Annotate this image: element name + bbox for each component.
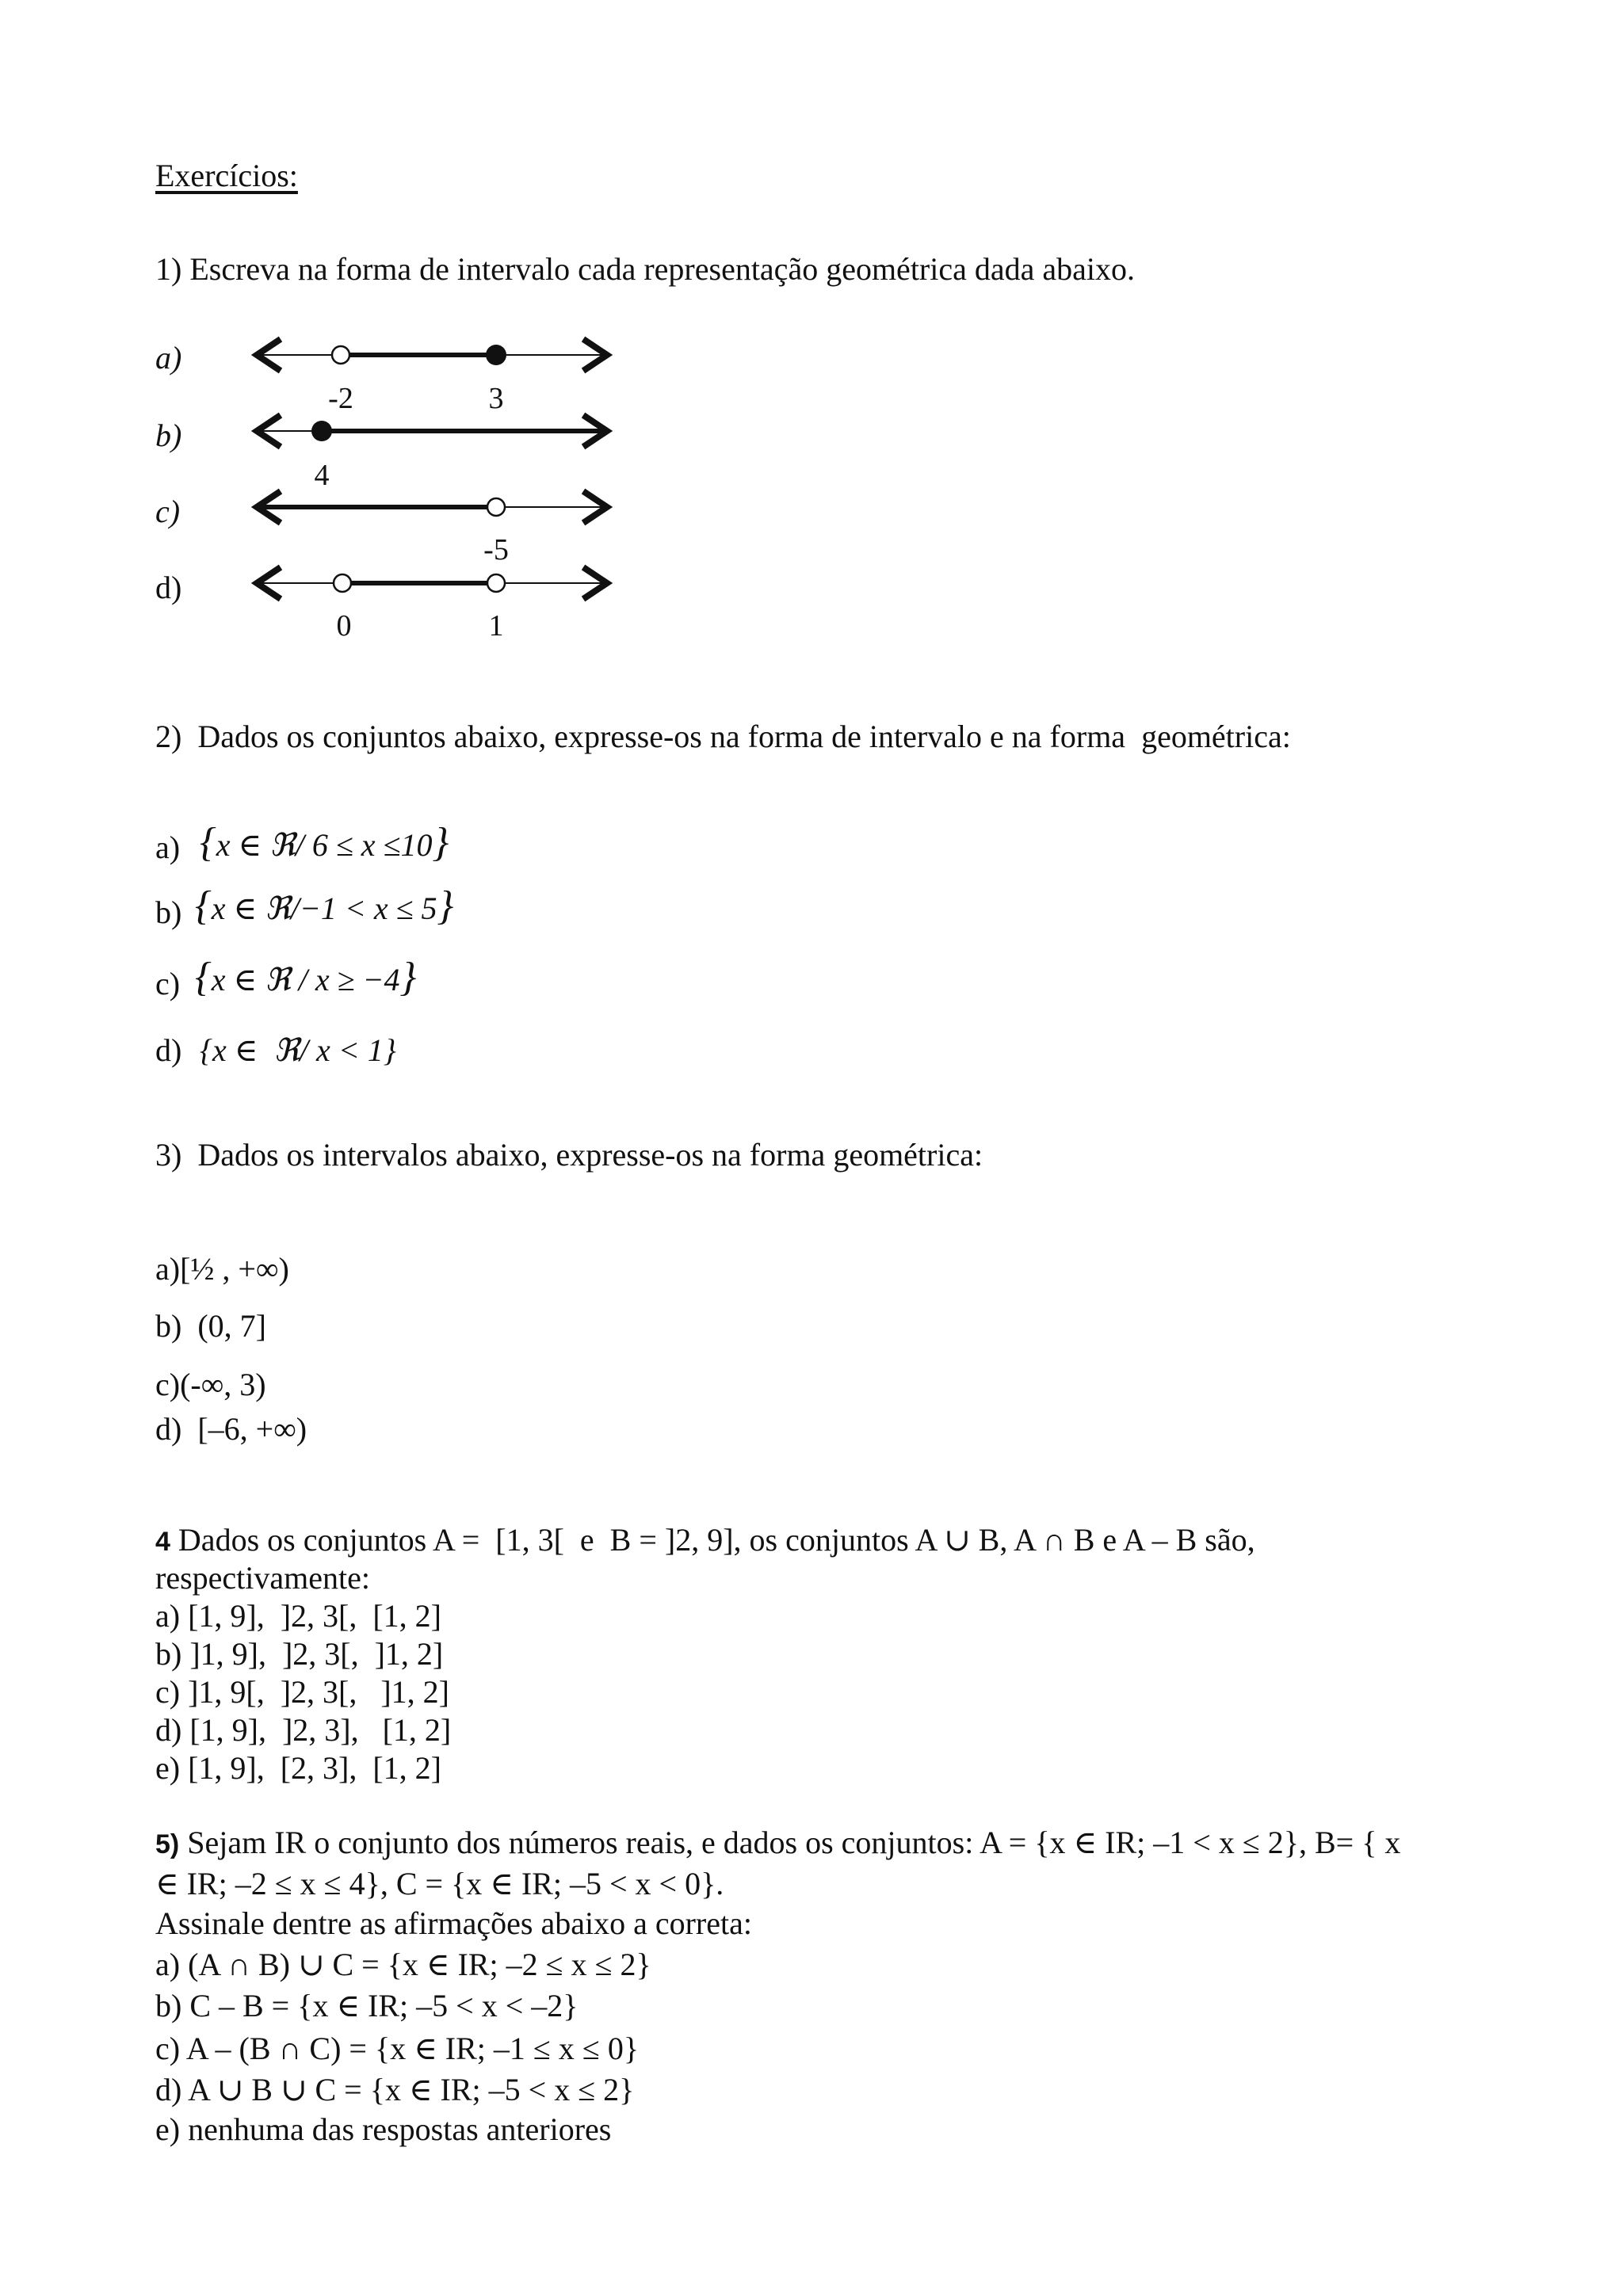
q5-option-e: e) nenhuma das respostas anteriores [155, 2111, 612, 2147]
number-line-b [246, 409, 626, 456]
question-5-prompt-cont: ∈ IR; –2 ≤ x ≤ 4}, C = {x ∈ IR; –5 < x < 0}. [155, 1866, 724, 1901]
q1-item-d-label: d) [155, 570, 182, 605]
q2-item-a-label: a) [155, 830, 181, 865]
number-line-a [246, 333, 626, 380]
q2-set-a: {x ∈ ℜ/ 6 ≤ x ≤10} [200, 820, 449, 865]
tick-label-a2: 3 [488, 382, 504, 415]
q2-item-b-label: b) [155, 894, 182, 930]
tick-label-d2: 1 [488, 609, 504, 643]
question-4-number: 4 [155, 1527, 170, 1557]
q3-item-b: b) (0, 7] [155, 1308, 266, 1344]
q4-option-b: b) ]1, 9], ]2, 3[, ]1, 2] [155, 1636, 444, 1672]
q3-item-c: c)(-∞, 3) [155, 1367, 266, 1402]
number-line-d [246, 561, 626, 608]
question-5-instruction: Assinale dentre as afirmações abaixo a correta: [155, 1905, 752, 1941]
q2-set-c: {x ∈ ℜ / x ≥ −4} [195, 955, 417, 1000]
q1-item-c-label: c) [155, 494, 181, 529]
filled-point-a2 [486, 345, 506, 365]
q2-item-d-label: d) [155, 1032, 182, 1068]
q2-set-d: {x ∈ ℜ/ x < 1} [200, 1032, 396, 1068]
open-point-a1 [332, 346, 349, 364]
question-2-prompt: 2) Dados os conjuntos abaixo, expresse-os na forma de intervalo e na forma geométrica: [155, 719, 1291, 754]
question-3-prompt: 3) Dados os intervalos abaixo, expresse-os na forma geométrica: [155, 1137, 983, 1173]
question-5-number: 5) [155, 1829, 180, 1859]
q5-option-d: d) A ∪ B ∪ C = {x ∈ IR; –5 < x ≤ 2} [155, 2072, 635, 2107]
tick-label-c1: -5 [483, 533, 509, 566]
page-title: Exercícios: [155, 158, 298, 193]
question-5-prompt: 5) Sejam IR o conjunto dos números reais, e dados os conjuntos: A = {x ∈ IR; –1 < x ≤ 2}, B= { x [155, 1825, 1401, 1860]
tick-label-d1: 0 [336, 609, 352, 643]
q1-item-a-label: a) [155, 340, 182, 376]
question-4-prompt-cont: respectivamente: [155, 1560, 370, 1596]
open-point-c1 [487, 498, 505, 516]
q4-option-d: d) [1, 9], ]2, 3], [1, 2] [155, 1712, 452, 1748]
question-4-prompt: 4 Dados os conjuntos A = [1, 3[ e B = ]2, 9], os conjuntos A ∪ B, A ∩ B e A – B são, [155, 1522, 1255, 1558]
tick-label-a1: -2 [328, 382, 353, 415]
q4-option-a: a) [1, 9], ]2, 3[, [1, 2] [155, 1598, 441, 1634]
q5-option-a: a) (A ∩ B) ∪ C = {x ∈ IR; –2 ≤ x ≤ 2} [155, 1947, 651, 1982]
filled-point-b1 [311, 421, 332, 441]
q2-set-b: {x ∈ ℜ/−1 < x ≤ 5} [195, 883, 454, 929]
open-point-d2 [487, 574, 505, 592]
q1-item-b-label: b) [155, 418, 182, 453]
q4-option-c: c) ]1, 9[, ]2, 3[, ]1, 2] [155, 1674, 449, 1710]
q2-item-c-label: c) [155, 966, 181, 1001]
tick-label-b1: 4 [314, 459, 330, 492]
q5-option-b: b) C – B = {x ∈ IR; –5 < x < –2} [155, 1988, 579, 2023]
q3-item-d: d) [–6, +∞) [155, 1411, 307, 1447]
q3-item-a: a)[½ , +∞) [155, 1251, 289, 1287]
q5-option-c: c) A – (B ∩ C) = {x ∈ IR; –1 ≤ x ≤ 0} [155, 2031, 640, 2066]
number-line-c [246, 485, 626, 532]
open-point-d1 [334, 574, 351, 592]
question-1-prompt: 1) Escreva na forma de intervalo cada representação geométrica dada abaixo. [155, 251, 1135, 287]
q4-option-e: e) [1, 9], [2, 3], [1, 2] [155, 1750, 441, 1786]
